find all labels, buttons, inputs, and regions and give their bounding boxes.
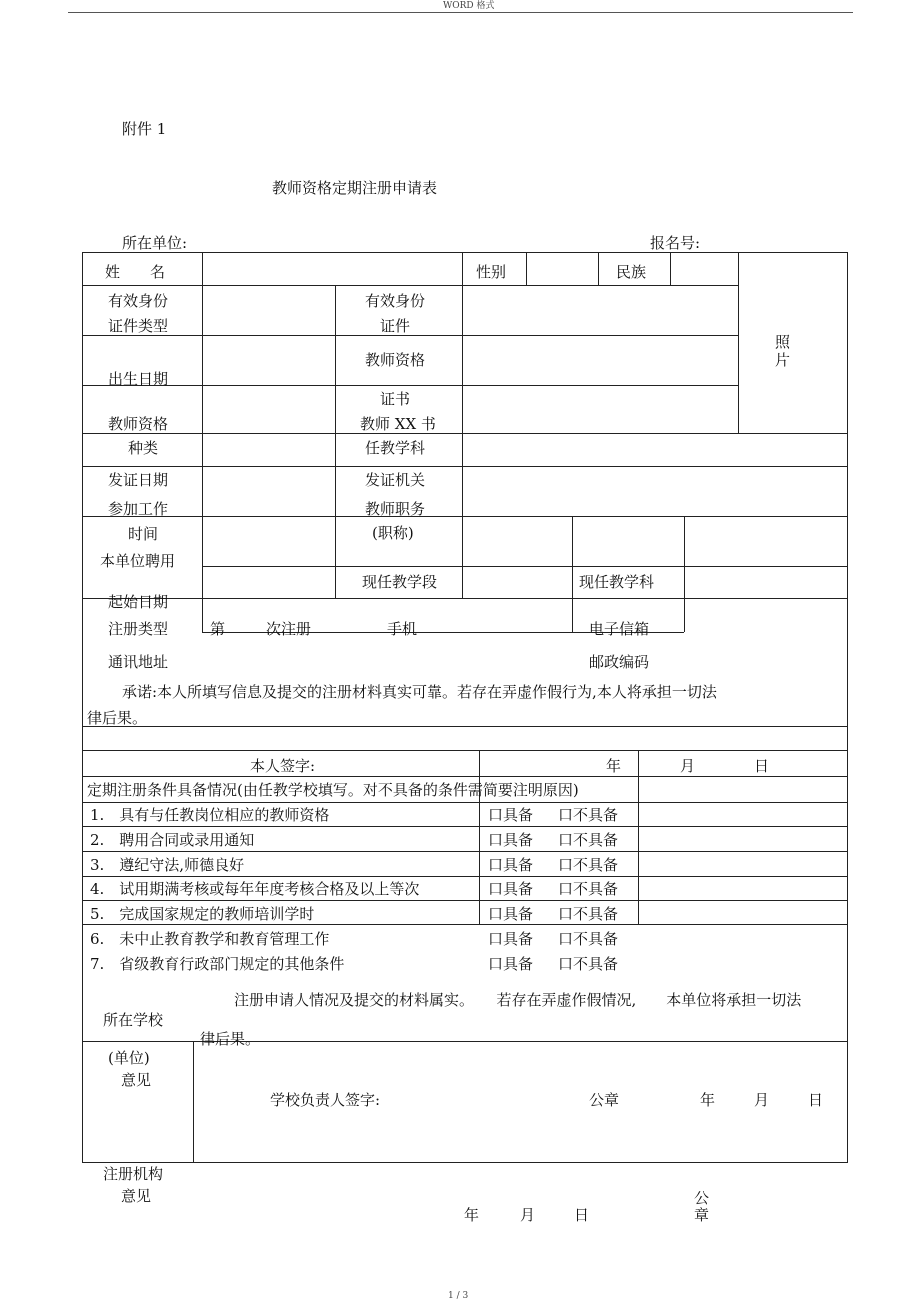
hire-label-1: 本单位聘用 (100, 552, 176, 570)
form-title: 教师资格定期注册申请表 (272, 179, 438, 197)
condition-2-yes[interactable]: 口具备 (488, 831, 534, 849)
sign-month: 月 (680, 757, 696, 775)
condition-item-7: 7. 省级教育行政部门规定的其他条件 (90, 955, 345, 973)
id-type-label-2: 证件类型 (108, 317, 169, 335)
school-month: 月 (754, 1091, 770, 1109)
hire-label-2: 起始日期 (108, 593, 169, 611)
condition-item-5: 5. 完成国家规定的教师培训学时 (90, 905, 315, 923)
address-label: 通讯地址 (108, 653, 169, 671)
condition-item-3: 3. 遵纪守法,师德良好 (90, 856, 245, 874)
school-label-2: (单位) (108, 1049, 150, 1067)
reg-nth-label: 第 (210, 620, 226, 638)
gender-label: 性别 (476, 263, 507, 281)
header-rule (68, 12, 853, 13)
issue-date-label: 发证日期 (108, 471, 169, 489)
condition-item-2: 2. 聘用合同或录用通知 (90, 831, 255, 849)
condition-7-yes[interactable]: 口具备 (488, 955, 534, 973)
sign-day: 日 (754, 757, 770, 775)
reg-times-label: 次注册 (266, 620, 312, 638)
unit-label: 所在单位: (122, 234, 188, 252)
position-label-2: (职称) (372, 524, 414, 542)
promise-line-1: 承诺:本人所填写信息及提交的注册材料真实可靠。若存在弄虚作假行为,本人将承担一切法 (122, 683, 717, 701)
position-label-1: 教师职务 (365, 500, 426, 518)
condition-4-yes[interactable]: 口具备 (488, 880, 534, 898)
condition-5-yes[interactable]: 口具备 (488, 905, 534, 923)
birth-date-label: 出生日期 (108, 370, 169, 388)
condition-7-no[interactable]: 口不具备 (558, 955, 619, 973)
condition-4-no[interactable]: 口不具备 (558, 880, 619, 898)
current-subject-label: 现任教学科 (579, 573, 655, 591)
postcode-label: 邮政编码 (589, 653, 650, 671)
condition-3-yes[interactable]: 口具备 (488, 856, 534, 874)
cert-label-1: 证书 (380, 390, 411, 408)
id-no-label-2: 证件 (380, 317, 411, 335)
condition-3-no[interactable]: 口不具备 (558, 856, 619, 874)
school-statement-2: 律后果。 (200, 1030, 261, 1048)
school-label-3: 意见 (121, 1071, 152, 1089)
id-no-label-1: 有效身份 (365, 292, 426, 310)
qual-type-label-1: 教师资格 (108, 415, 169, 433)
promise-line-2: 律后果。 (87, 709, 148, 727)
school-sign-label: 学校负责人签字: (270, 1091, 381, 1109)
condition-item-4: 4. 试用期满考核或每年年度考核合格及以上等次 (90, 880, 420, 898)
cert-label-2: 教师 XX 书 (360, 415, 436, 433)
condition-1-no[interactable]: 口不具备 (558, 806, 619, 824)
reg-type-label: 注册类型 (108, 620, 169, 638)
work-start-label-2: 时间 (128, 525, 159, 543)
photo-label-2: 片 (775, 351, 791, 369)
school-day: 日 (808, 1091, 824, 1109)
condition-item-1: 1. 具有与任教岗位相应的教师资格 (90, 806, 330, 824)
conditions-heading: 定期注册条件具备情况(由任教学校填写。对不具备的条件需简要注明原因) (87, 781, 579, 799)
current-stage-label: 现任教学段 (362, 573, 438, 591)
condition-item-6: 6. 未中止教育教学和教育管理工作 (90, 930, 330, 948)
attachment-label: 附件 1 (122, 120, 167, 138)
authority-seal-2: 章 (694, 1206, 710, 1224)
qualification-label: 教师资格 (365, 351, 426, 369)
authority-month: 月 (520, 1206, 536, 1224)
email-label: 电子信箱 (589, 620, 650, 638)
id-type-label-1: 有效身份 (108, 292, 169, 310)
reg-no-label: 报名号: (650, 234, 701, 252)
signature-label: 本人签字: (250, 757, 316, 775)
authority-year: 年 (464, 1206, 480, 1224)
name-label: 姓 名 (105, 263, 166, 281)
issuer-label: 发证机关 (365, 471, 426, 489)
authority-seal-1: 公 (694, 1189, 710, 1207)
school-label-1: 所在学校 (103, 1011, 164, 1029)
page-number: 1 / 3 (448, 1291, 469, 1301)
authority-day: 日 (574, 1206, 590, 1224)
qual-type-label-2: 种类 (128, 439, 159, 457)
mobile-label: 手机 (387, 620, 418, 638)
condition-6-no[interactable]: 口不具备 (558, 930, 619, 948)
condition-2-no[interactable]: 口不具备 (558, 831, 619, 849)
photo-label-1: 照 (775, 333, 791, 351)
authority-label-1: 注册机构 (103, 1165, 164, 1183)
ethnicity-label: 民族 (616, 263, 647, 281)
school-seal: 公章 (589, 1091, 620, 1109)
sign-year: 年 (606, 757, 622, 775)
condition-5-no[interactable]: 口不具备 (558, 905, 619, 923)
school-year: 年 (700, 1091, 716, 1109)
subject-label: 任教学科 (365, 439, 426, 457)
page-header: WORD 格式 (443, 1, 495, 11)
condition-1-yes[interactable]: 口具备 (488, 806, 534, 824)
work-start-label-1: 参加工作 (108, 500, 169, 518)
school-statement-1: 注册申请人情况及提交的材料属实。 若存在弄虚作假情况, 本单位将承担一切法 (234, 991, 802, 1009)
condition-6-yes[interactable]: 口具备 (488, 930, 534, 948)
authority-label-2: 意见 (121, 1187, 152, 1205)
